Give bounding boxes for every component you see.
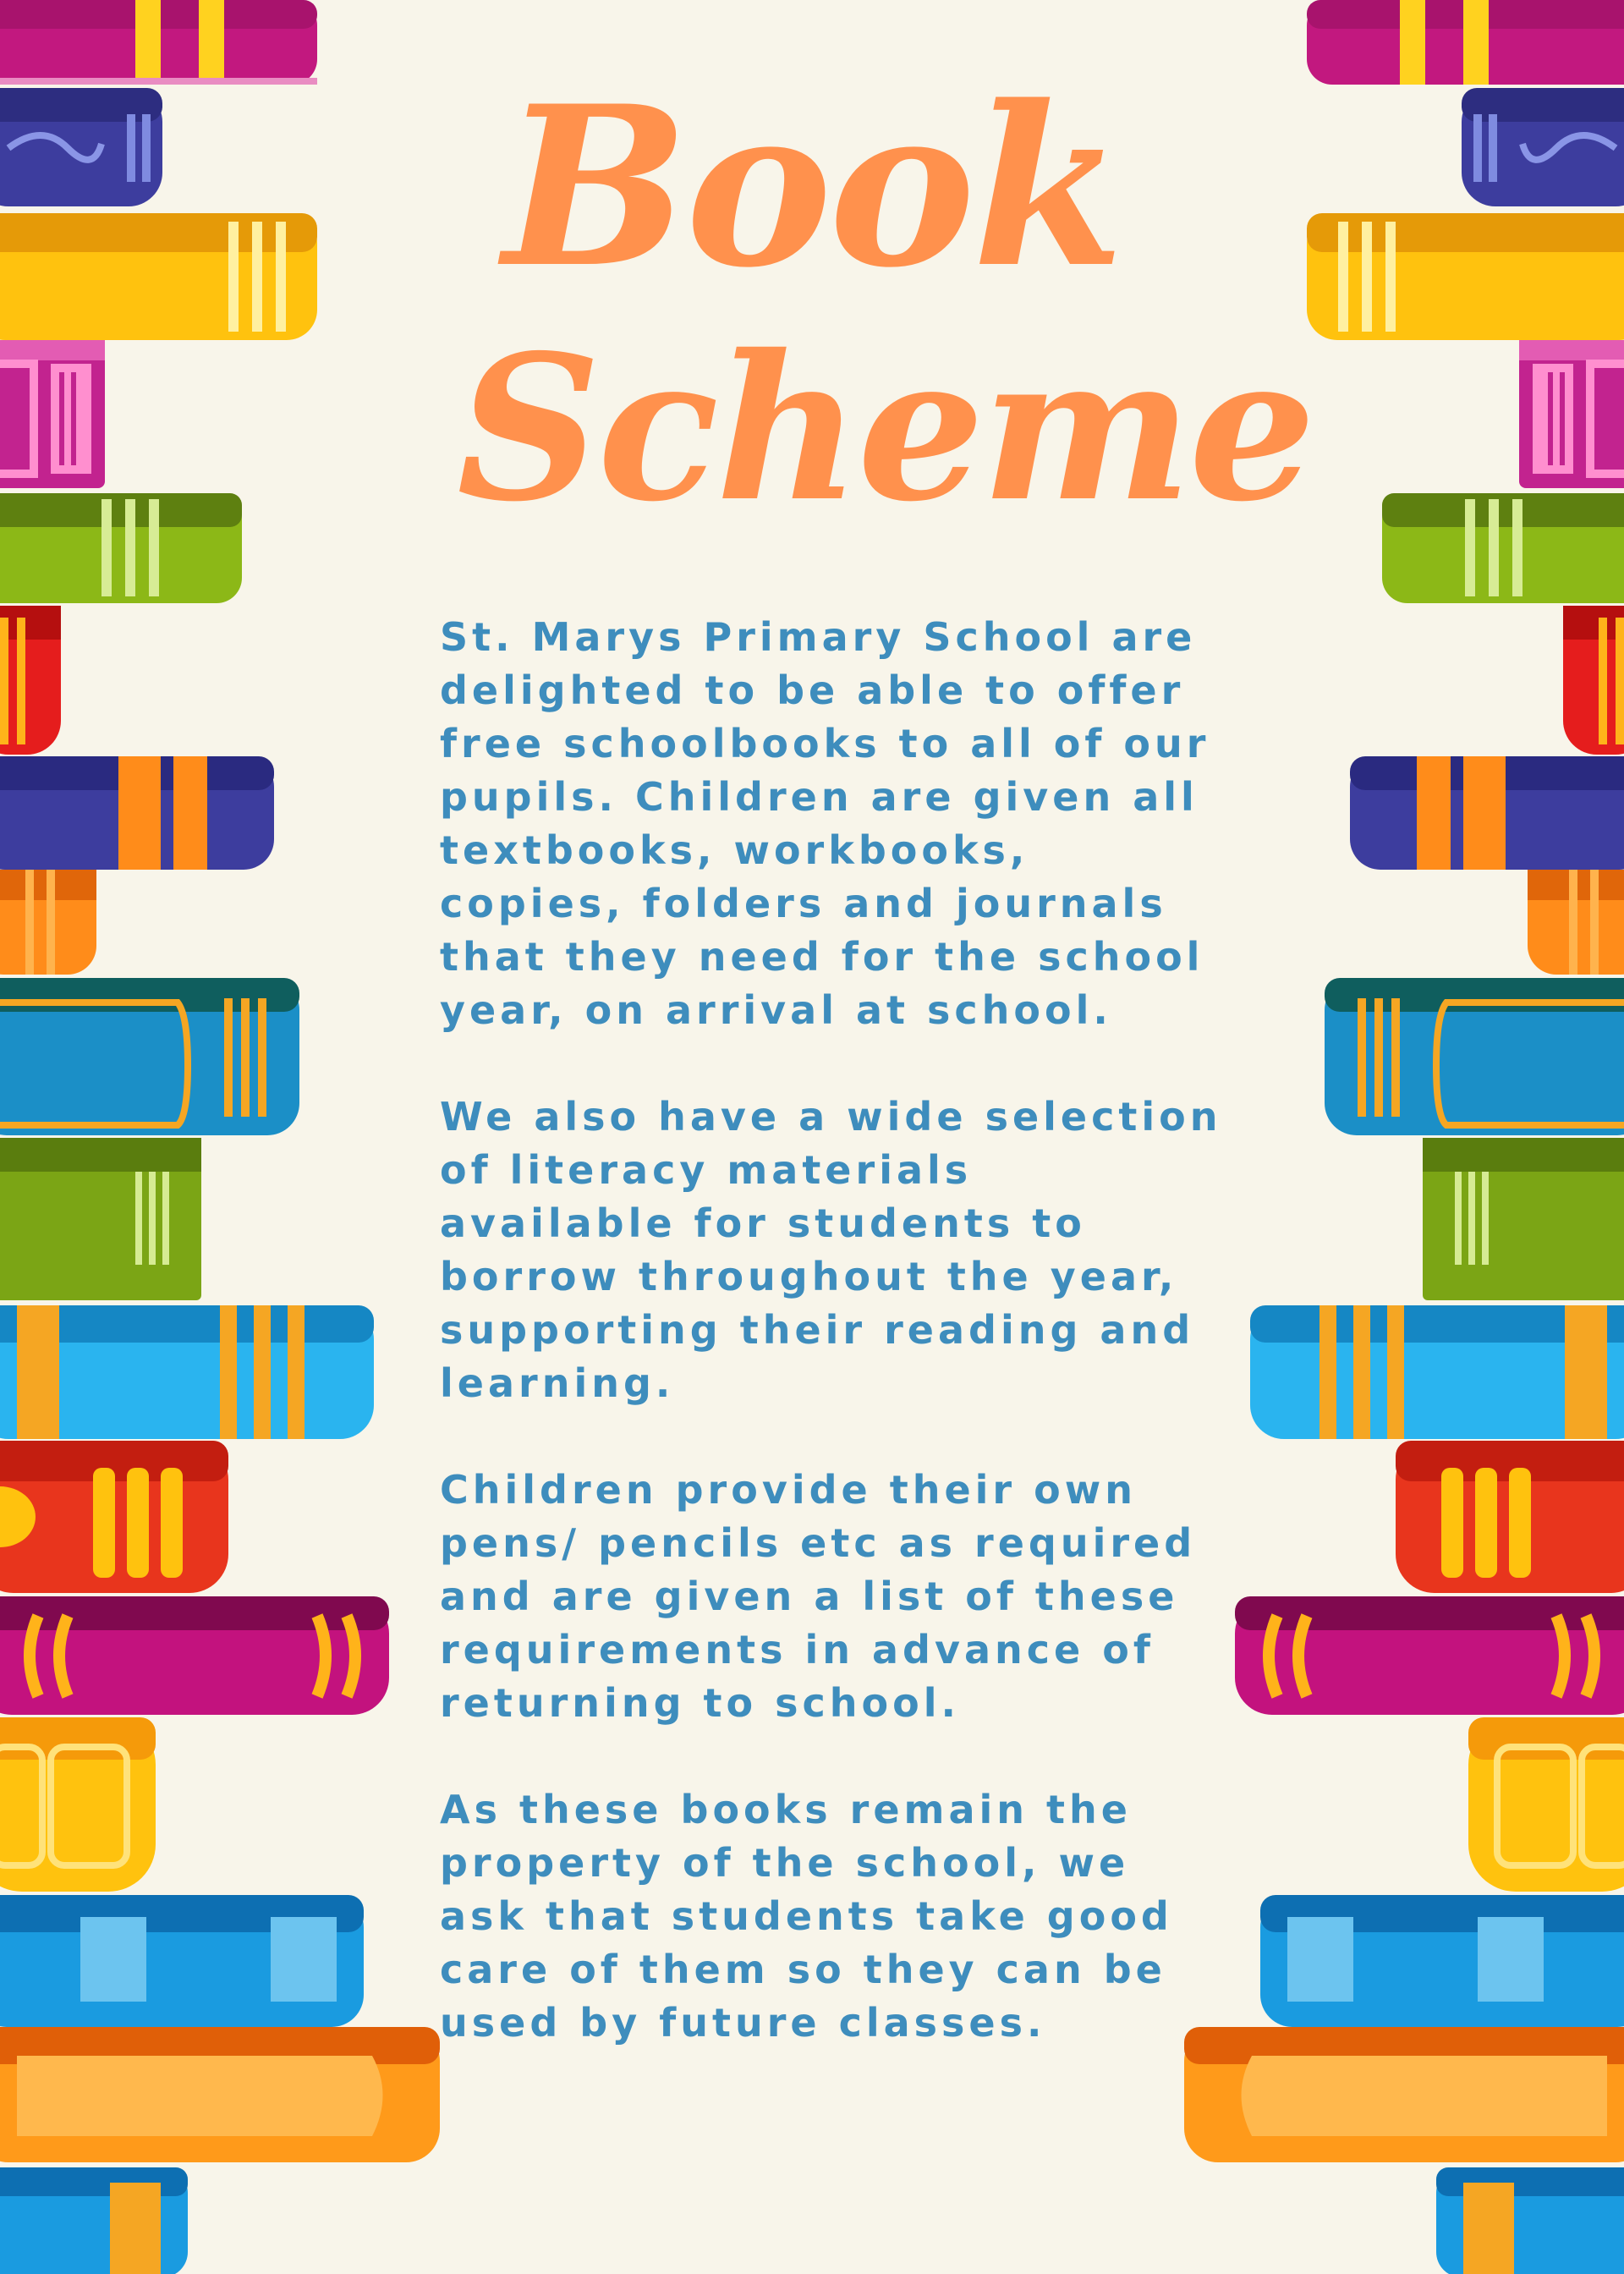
body-text bbox=[440, 611, 1226, 2103]
paragraph-care: As these books remain the property of the school, we ask that students take good care of them so they can be used by future classes. bbox=[440, 1787, 1173, 2046]
paragraph-literacy: We also have a wide selection of literacy materials available for students to borrow throughout the year, supporting their reading and learning. bbox=[440, 1094, 1222, 1406]
title-line-1: Book bbox=[502, 58, 1122, 316]
title-line-2: Scheme bbox=[457, 310, 1313, 546]
paragraph-supplies: Children provide their own pens/ pencils etc as required and are given a list of these requirements in advance of returning to school. bbox=[440, 1467, 1197, 1726]
paragraph-intro: St. Marys Primary School are delighted to be able to offer free schoolbooks to all of our pupils. Children are given all textbooks, workbooks, copies, folders and journals that they need for the school year, on arrival at school. bbox=[440, 614, 1210, 1033]
